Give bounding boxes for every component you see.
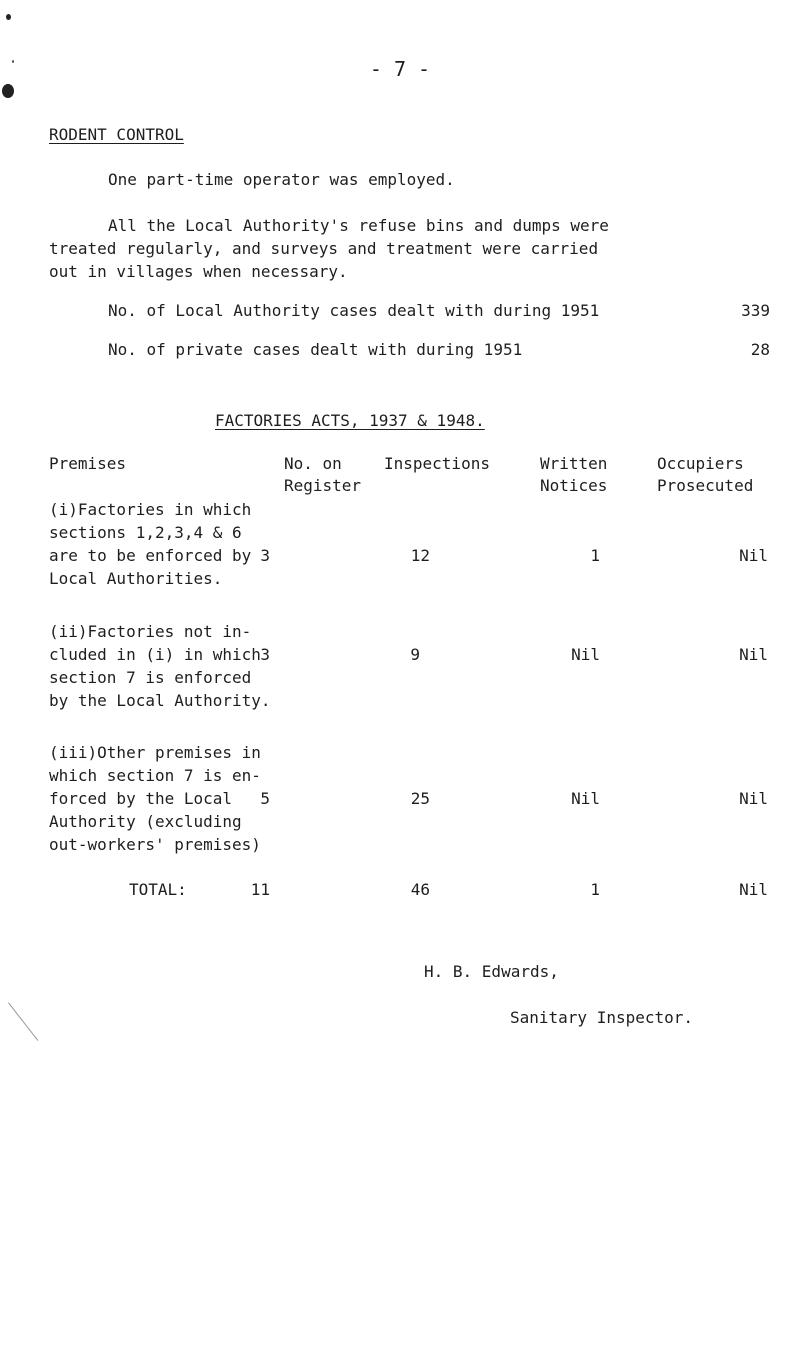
paragraph-operator: One part-time operator was employed.	[108, 170, 455, 189]
row-1-premises-line-1: (i)Factories in which	[49, 500, 252, 519]
row-1-premises-line-4: Local Authorities.	[49, 569, 223, 588]
row-2-prosecuted: Nil	[739, 645, 768, 664]
row-3-notices: Nil	[571, 789, 600, 808]
row-3-prosecuted: Nil	[739, 789, 768, 808]
row-1-premises-line-3: are to be enforced by	[49, 546, 252, 565]
row-2-register: 3	[260, 645, 270, 664]
row-3-inspections: 25	[410, 789, 430, 808]
column-header-register-line-1: No. on	[284, 454, 342, 473]
row-1-prosecuted: Nil	[739, 546, 768, 565]
total-prosecuted: Nil	[739, 880, 768, 899]
row-1-notices: 1	[590, 546, 600, 565]
total-notices: 1	[590, 880, 600, 899]
scan-edge-line	[8, 1002, 38, 1040]
paragraph-refuse-line-3: out in villages when necessary.	[49, 262, 348, 281]
paragraph-refuse-line-1: All the Local Authority's refuse bins and dumps were	[108, 216, 609, 235]
total-label: TOTAL:	[129, 880, 187, 899]
scan-speck	[12, 60, 14, 63]
stat-value-local-authority: 339	[741, 301, 770, 320]
row-2-inspections: 9	[410, 645, 420, 664]
stat-label-local-authority: No. of Local Authority cases dealt with during 1951	[108, 301, 600, 320]
stat-label-private: No. of private cases dealt with during 1951	[108, 340, 523, 359]
section-heading-factories-acts: FACTORIES ACTS, 1937 & 1948.	[215, 411, 485, 430]
total-register: 11	[250, 880, 270, 899]
column-header-prosecuted-line-1: Occupiers	[657, 454, 744, 473]
scan-speck	[6, 14, 11, 20]
total-inspections: 46	[410, 880, 430, 899]
section-heading-rodent-control: RODENT CONTROL	[49, 125, 184, 144]
row-1-premises-line-2: sections 1,2,3,4 & 6	[49, 523, 242, 542]
signature-title: Sanitary Inspector.	[510, 1008, 694, 1027]
row-2-premises-line-3: section 7 is enforced	[49, 668, 252, 687]
column-header-premises: Premises	[49, 454, 127, 473]
row-3-premises-line-4: Authority (excluding	[49, 812, 242, 831]
row-2-premises-line-4: by the Local Authority.	[49, 691, 271, 710]
row-3-premises-line-5: out-workers' premises)	[49, 835, 261, 854]
row-2-notices: Nil	[571, 645, 600, 664]
paragraph-refuse-line-2: treated regularly, and surveys and treatment were carried	[49, 239, 599, 258]
row-1-register: 3	[260, 546, 270, 565]
column-header-register-line-2: Register	[284, 476, 362, 495]
column-header-notices-line-2: Notices	[540, 476, 608, 495]
column-header-notices-line-1: Written	[540, 454, 608, 473]
row-2-premises-line-2: cluded in (i) in which	[49, 645, 261, 664]
stat-value-private: 28	[750, 340, 770, 359]
row-3-premises-line-2: which section 7 is en-	[49, 766, 261, 785]
scan-speck	[2, 84, 14, 98]
row-3-premises-line-1: (iii)Other premises in	[49, 743, 261, 762]
column-header-inspections: Inspections	[384, 454, 490, 473]
page-number: - 7 -	[369, 57, 431, 81]
signature-name: H. B. Edwards,	[424, 962, 559, 981]
row-3-premises-line-3: forced by the Local	[49, 789, 233, 808]
row-2-premises-line-1: (ii)Factories not in-	[49, 622, 252, 641]
row-3-register: 5	[260, 789, 270, 808]
column-header-prosecuted-line-2: Prosecuted	[657, 476, 754, 495]
row-1-inspections: 12	[410, 546, 430, 565]
